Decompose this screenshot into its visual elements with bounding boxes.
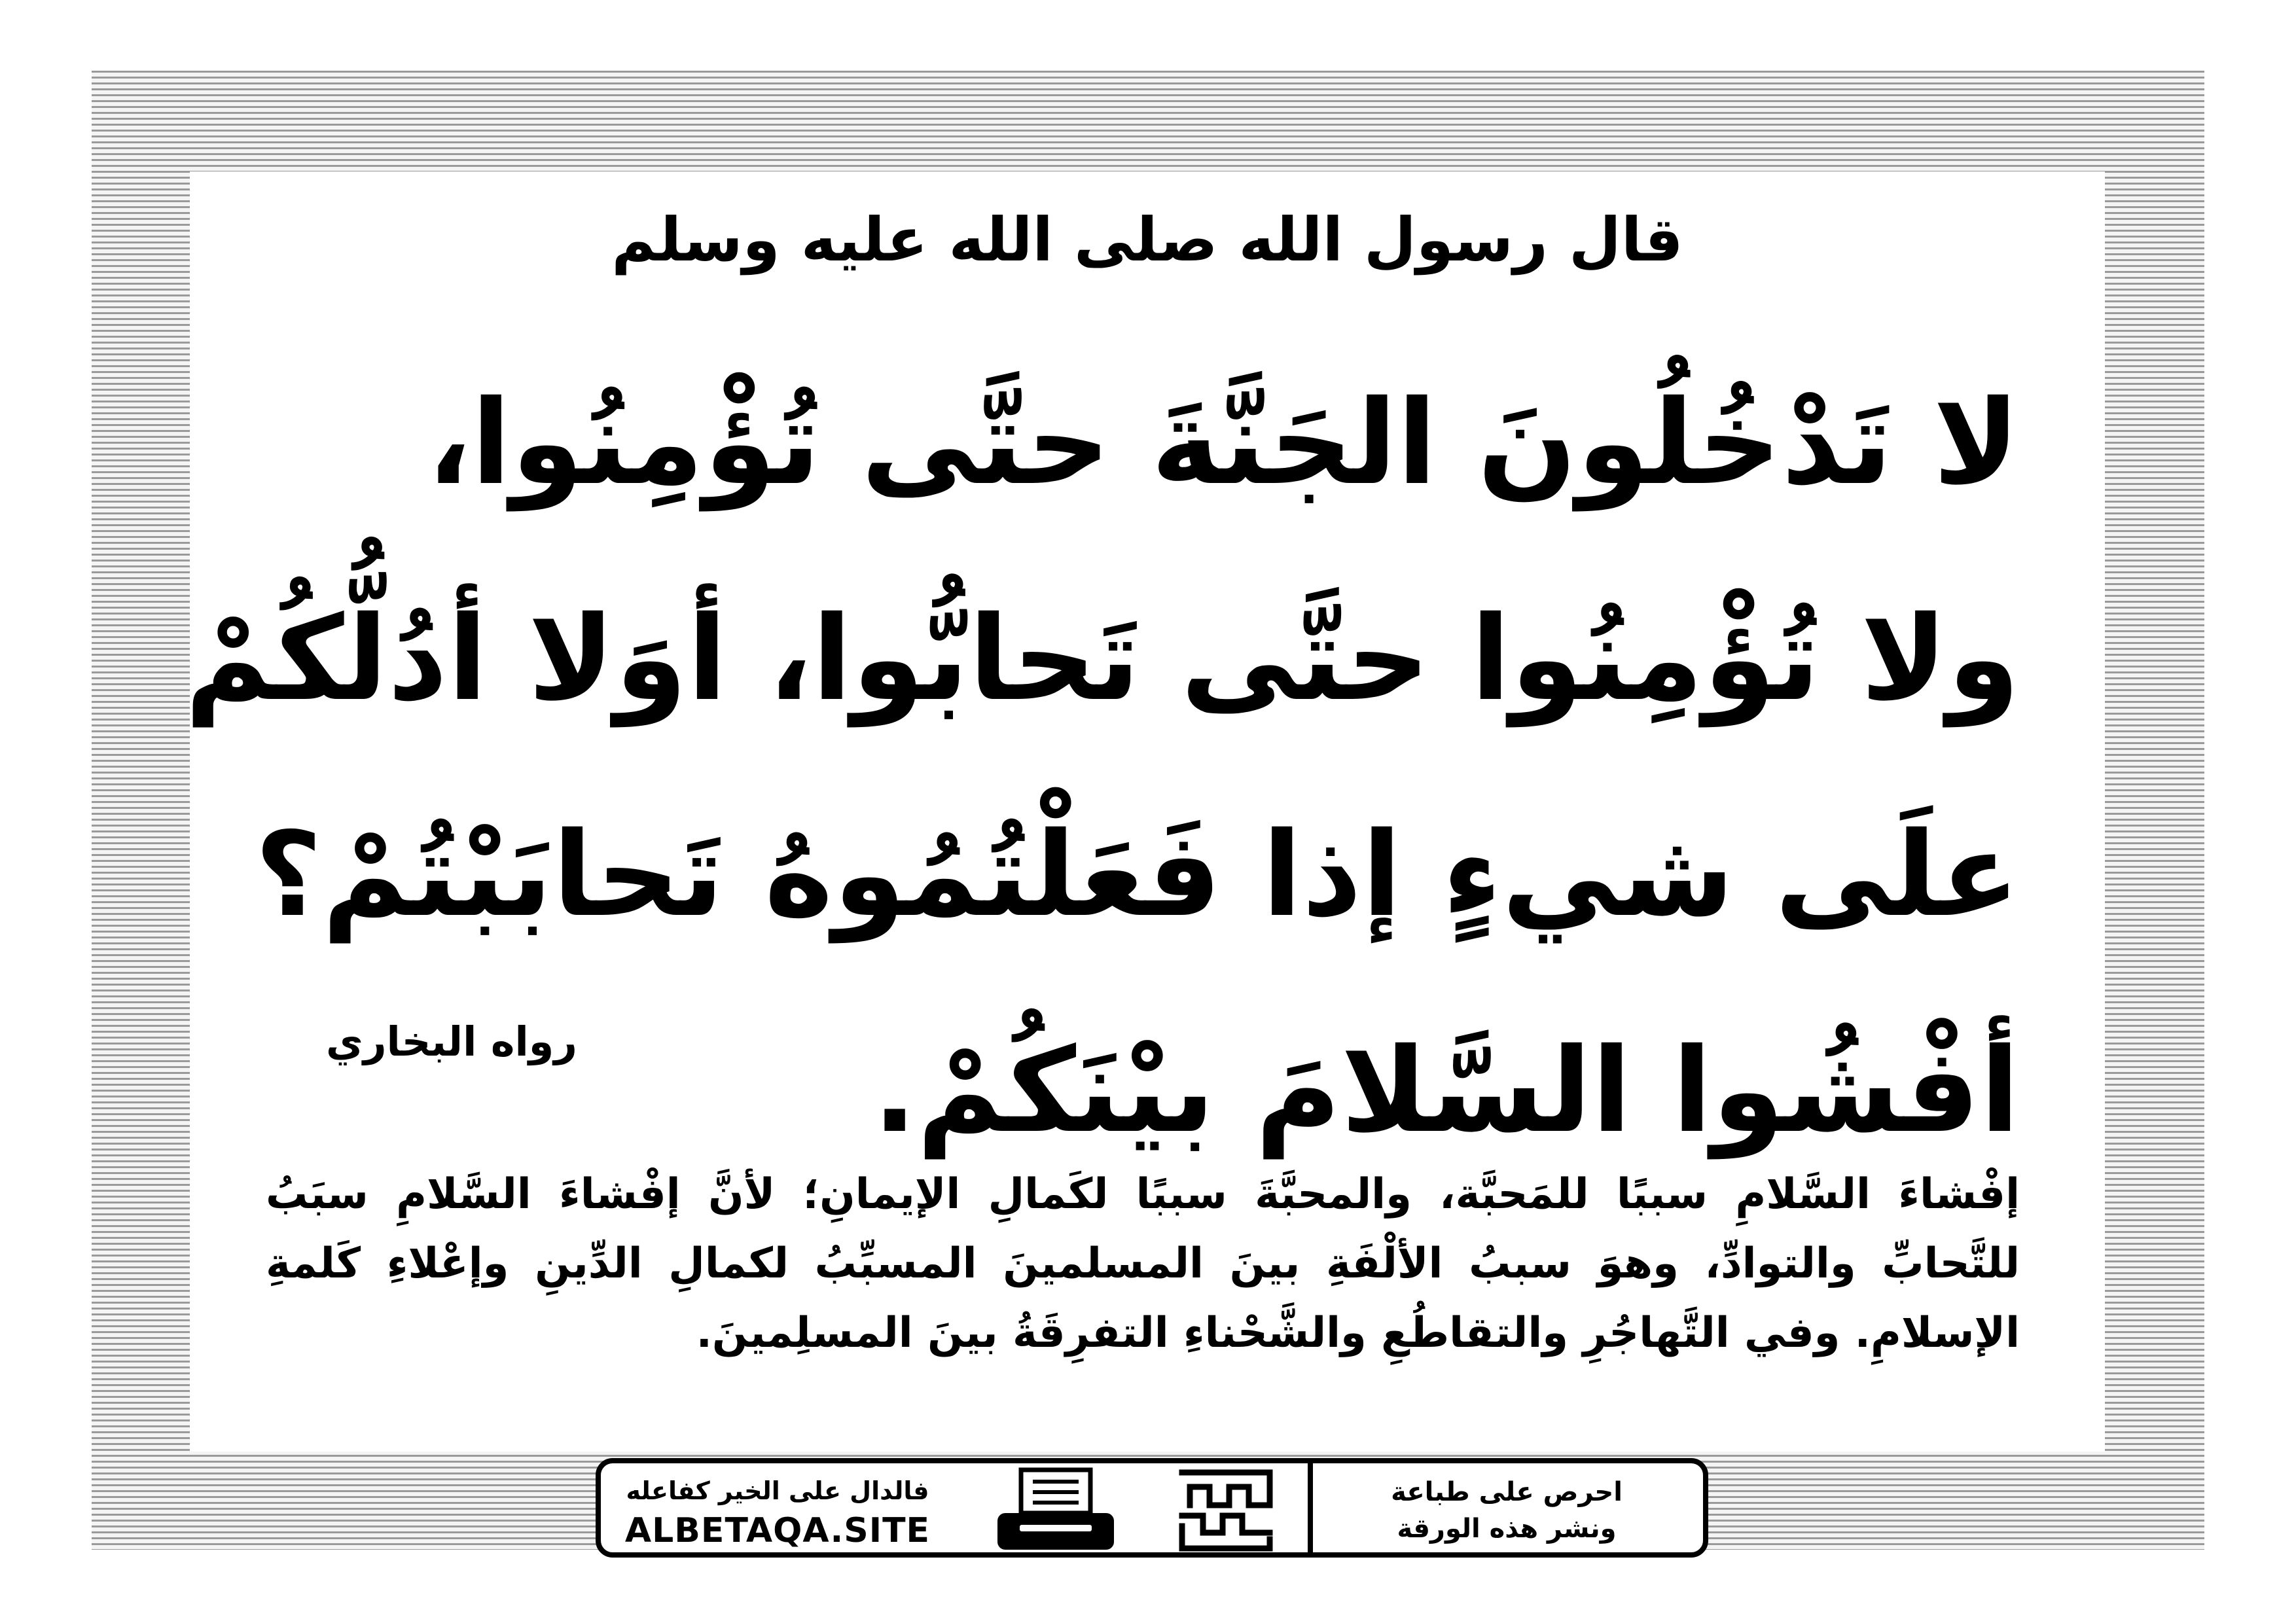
content-panel bbox=[185, 171, 2105, 1452]
printer-icon bbox=[994, 1467, 1118, 1552]
hadith-line: أفْشُوا السَّلامَ بيْنَكُمْ. bbox=[872, 1023, 2020, 1158]
footer-call-to-action bbox=[1336, 1474, 1677, 1547]
hadith-line: ولا تُؤْمِنُوا حتَّى تَحابُّوا، أوَلا أدُلُّكُمْ bbox=[185, 591, 2020, 726]
footer-call-line: ونشر هذه الورقة bbox=[1397, 1514, 1617, 1544]
hadith-line: لا تَدْخُلُونَ الجَنَّةَ حتَّى تُؤْمِنُوا، bbox=[427, 375, 2020, 510]
dawat-alwaraqa-logo bbox=[1177, 1467, 1275, 1554]
footer-divider bbox=[1308, 1463, 1313, 1552]
hadith-text bbox=[185, 335, 2020, 1199]
footer-site-block bbox=[620, 1470, 935, 1555]
footer-box bbox=[596, 1458, 1708, 1558]
commentary-paragraph: إفْشاءَ السَّلامِ سببًا للمَحبَّة، والمحبَّةَ سببًا لكَمالِ الإيمانِ؛ لأنَّ إفْشاءَ السَّلامِ سبَبُ للتَّحابِّ والتوادِّ، وهوَ سببُ الألْفَةِ بينَ المسلمينَ المسبِّبُ لكمالِ الدِّينِ وإعْلاءِ كَلمةِ الإسلامِ. وفي التَّهاجُرِ والتقاطُعِ والشَّحْناءِ التفرِقَةُ بينَ المسلِمينَ. bbox=[266, 1170, 2020, 1357]
footer-tagline: فالدال على الخير كفاعله bbox=[626, 1476, 929, 1505]
footer-call-line: احرص على طباعة bbox=[1391, 1477, 1623, 1507]
hadith-line: علَى شيءٍ إذا فَعَلْتُمُوهُ تَحابَبْتُمْ؟ bbox=[254, 807, 2020, 942]
intro-heading: قال رسول الله صلى الله عليه وسلم bbox=[611, 205, 1683, 275]
footer-site-link[interactable]: ALBETAQA.SITE bbox=[624, 1511, 931, 1550]
hadith-source: رواه البخاري bbox=[326, 1018, 577, 1065]
